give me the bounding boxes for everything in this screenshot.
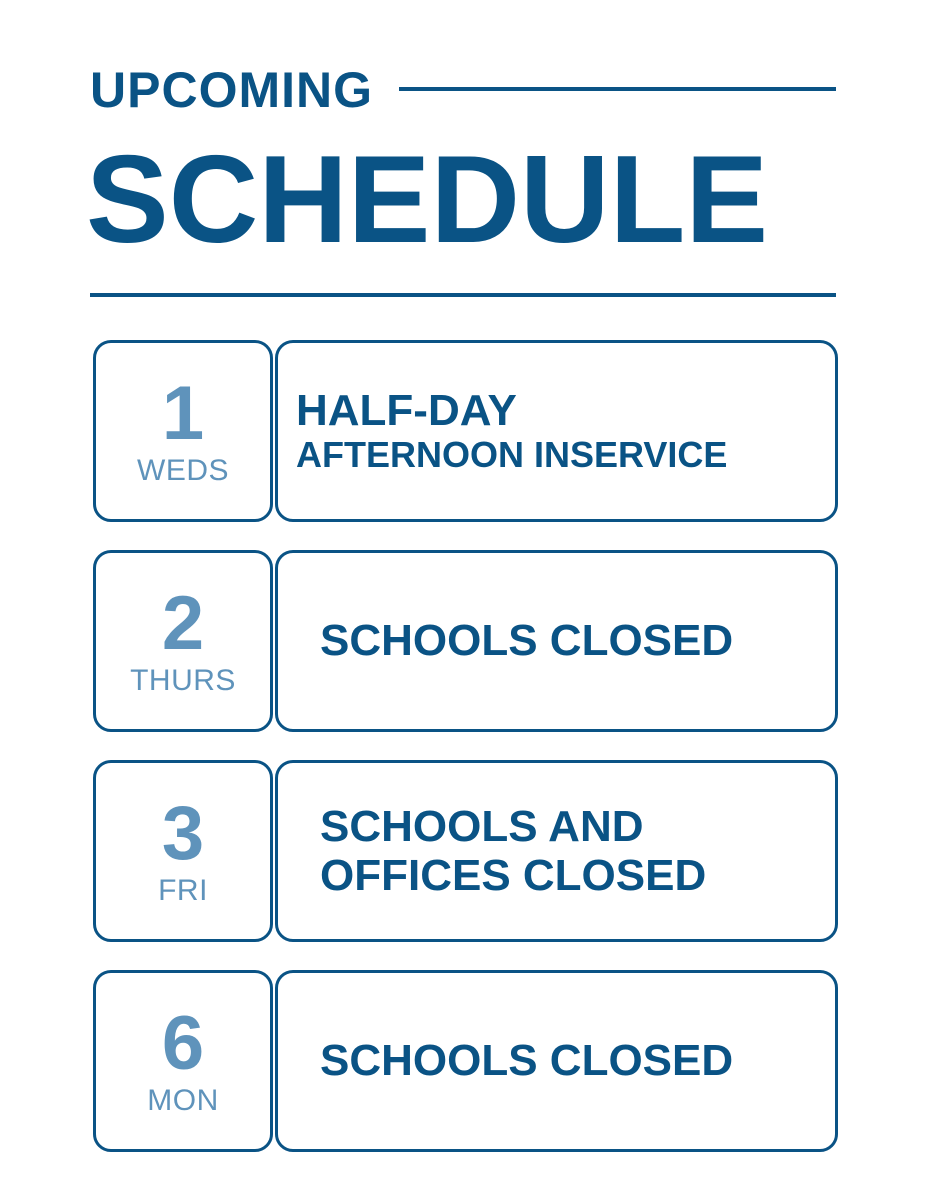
event-title-line-1: HALF-DAY <box>296 386 517 436</box>
date-weekday: THURS <box>130 664 236 697</box>
header-divider-bottom <box>90 293 836 297</box>
event-box <box>275 340 838 522</box>
event-box <box>275 970 838 1152</box>
event-title-line-2: AFTERNOON INSERVICE <box>296 434 728 476</box>
date-weekday: FRI <box>158 874 208 907</box>
schedule-row-3 <box>93 760 838 942</box>
date-weekday: WEDS <box>137 454 229 487</box>
schedule-title: SCHEDULE <box>86 131 769 269</box>
date-number: 3 <box>161 791 205 876</box>
date-number: 6 <box>161 1001 205 1086</box>
schedule-row-2 <box>93 550 838 732</box>
date-box <box>93 760 273 942</box>
date-box <box>93 340 273 522</box>
date-weekday: MON <box>147 1084 219 1117</box>
header-divider-top <box>399 87 836 91</box>
header-top <box>90 60 836 120</box>
upcoming-heading: UPCOMING <box>90 62 373 118</box>
event-box <box>275 550 838 732</box>
date-number: 1 <box>161 371 205 456</box>
event-title-line-1: SCHOOLS CLOSED <box>320 1036 734 1086</box>
date-box <box>93 550 273 732</box>
date-number: 2 <box>161 581 205 666</box>
event-title-line-1: SCHOOLS CLOSED <box>320 616 734 666</box>
schedule-row-4 <box>93 970 838 1152</box>
event-title-line-2: OFFICES CLOSED <box>320 851 707 900</box>
event-box <box>275 760 838 942</box>
schedule-row-1 <box>93 340 838 522</box>
event-title-line-1: SCHOOLS AND <box>320 801 644 851</box>
date-box <box>93 970 273 1152</box>
